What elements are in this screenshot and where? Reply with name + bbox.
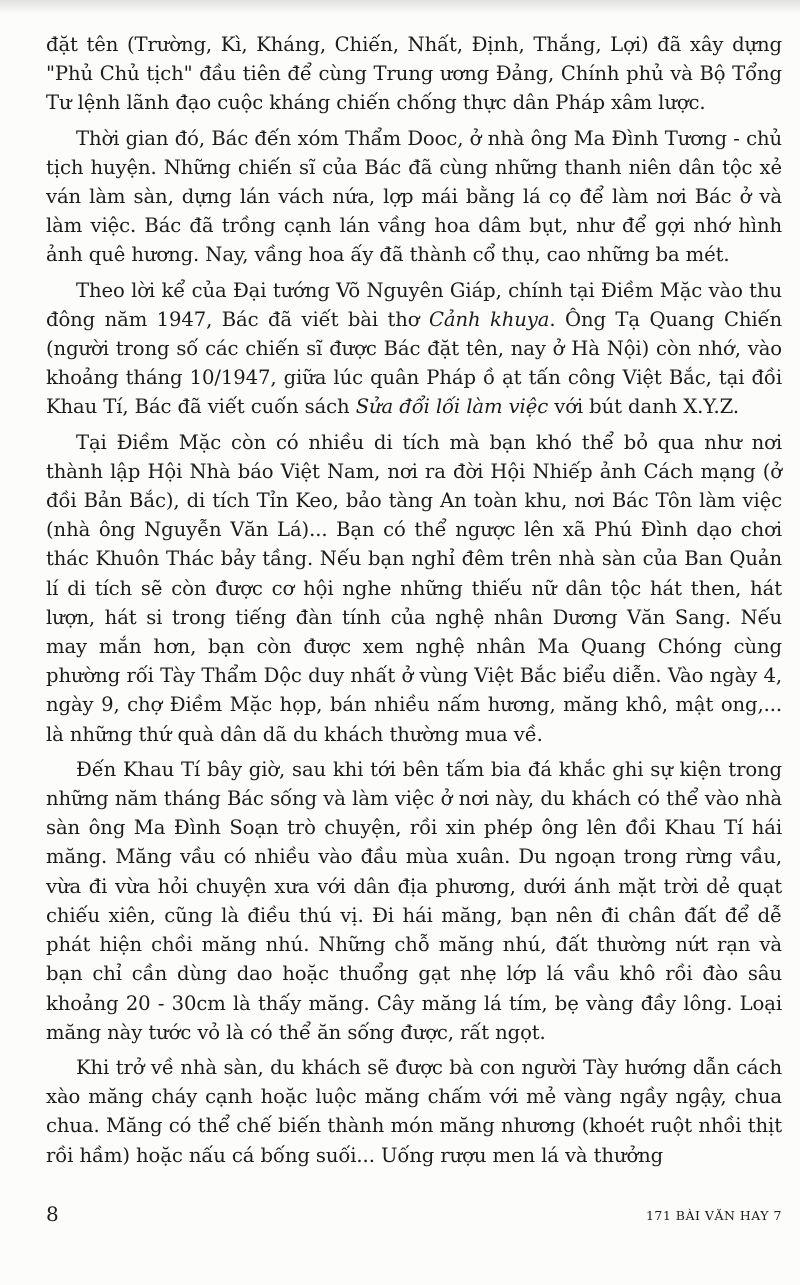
text-run: Tại Điềm Mặc còn có nhiều di tích mà bạn khó thể bỏ qua như nơi thành lập Hội Nhà báo Việt Nam, nơi ra đời Hội Nhiếp ảnh Cách mạng (ở đồi Bản Bắc), di tích Tỉn Keo, bảo tàng An toàn khu, nơi Bác Tôn làm việc (nhà ông Nguyễn Văn Lá)... Bạn có thể ngược lên xã Phú Đình dạo chơi thác Khuôn Thác bảy tầng. Nếu bạn nghỉ đêm trên nhà sàn của Ban Quản lí di tích sẽ còn được cơ hội nghe những thiếu nữ dân tộc hát then, hát lượn, hát si trong tiếng đàn tính của nghệ nhân Dương Văn Sang. Nếu may mắn hơn, bạn còn được xem nghệ nhân Ma Quang Chóng cùng phường rối Tày Thẩm Dộc duy nhất ở vùng Việt Bắc biểu diễn. Vào ngày 4, ngày 9, chợ Điềm Mặc họp, bán nhiều nấm hương, măng khô, mật ong,... là những thứ quà dân dã du khách thường mua về. — [46, 430, 782, 746]
text-run: . Ông Tạ Quang Chiến (người trong số các chiến sĩ được Bác đặt tên, nay ở Hà Nội) còn nhớ, vào khoảng tháng 10/1947, giữa lúc quân Pháp ồ ạt tấn công Việt Bắc, tại đồi Khau Tí, Bác đã viết cuốn sách — [46, 307, 783, 419]
italic-book-title: Sửa đổi lối làm việc — [355, 395, 549, 419]
page-footer — [46, 1200, 782, 1236]
text-run: Đến Khau Tí bây giờ, sau khi tới bên tấm bia đá khắc ghi sự kiện trong những năm tháng Bác sống và làm việc ở nơi này, du khách có thể vào nhà sàn ông Ma Đình Soạn trò chuyện, rồi xin phép ông lên đồi Khau Tí hái măng. Măng vầu có nhiều vào đầu mùa xuân. Du ngoạn trong rừng vầu, vừa đi vừa hỏi chuyện xưa với dân địa phương, dưới ánh mặt trời dẻ quạt chiếu xiên, cũng là điều thú vị. Đi hái măng, bạn nên đi chân đất để dễ phát hiện chồi măng nhú. Những chỗ măng nhú, đất thường nứt rạn và bạn chỉ cần dùng dao hoặc thuổng gạt nhẹ lớp lá vầu khô rồi đào sâu khoảng 20 - 30cm là thấy măng. Cây măng lá tím, bẹ vàng đầy lông. Loại măng này tước vỏ là có thể ăn sống được, rất ngọt. — [46, 757, 782, 1044]
paragraph-3 — [46, 276, 782, 422]
page-top-edge — [0, 0, 800, 14]
running-title: 171 BÀI VĂN HAY 7 — [645, 1208, 782, 1223]
body-text — [46, 30, 782, 1176]
text-run: với bút danh X.Y.Z. — [548, 395, 739, 419]
text-run: Thời gian đó, Bác đến xóm Thẩm Dooc, ở nhà ông Ma Đình Tương - chủ tịch huyện. Những chiến sĩ của Bác đã cùng những thanh niên dân tộc xẻ ván làm sàn, dựng lán vách nứa, lợp mái bằng lá cọ để làm nơi Bác ở và làm việc. Bác đã trồng cạnh lán vầng hoa dâm bụt, như để gợi nhớ hình ảnh quê hương. Nay, vầng hoa ấy đã thành cổ thụ, cao những ba mét. — [46, 126, 782, 267]
paragraph-6 — [46, 1053, 782, 1170]
paragraph-5 — [46, 755, 782, 1047]
paragraph-4 — [46, 428, 782, 749]
text-run: Theo lời kể của Đại tướng Võ Nguyên Giáp, chính tại Điềm Mặc vào thu đông năm 1947, Bác đã viết bài thơ — [46, 278, 782, 331]
text-run: Khi trở về nhà sàn, du khách sẽ được bà con người Tày hướng dẫn cách xào măng cháy cạnh hoặc luộc măng chấm với mẻ vàng ngầy ngậy, chua chua. Măng có thể chế biến thành món măng nhương (khoét ruột nhồi thịt rồi hầm) hoặc nấu cá bống suối... Uống rượu men lá và thưởng — [46, 1055, 782, 1167]
italic-poem-title: Cảnh khuya — [429, 307, 550, 331]
paragraph-2 — [46, 124, 782, 270]
page-number: 8 — [46, 1202, 59, 1226]
paragraph-1 — [46, 30, 782, 118]
text-run: đặt tên (Trường, Kì, Kháng, Chiến, Nhất, Định, Thắng, Lợi) đã xây dựng "Phủ Chủ tịch" đầu tiên để cùng Trung ương Đảng, Chính phủ và Bộ Tổng Tư lệnh lãnh đạo cuộc kháng chiến chống thực dân Pháp xâm lược. — [46, 33, 782, 115]
